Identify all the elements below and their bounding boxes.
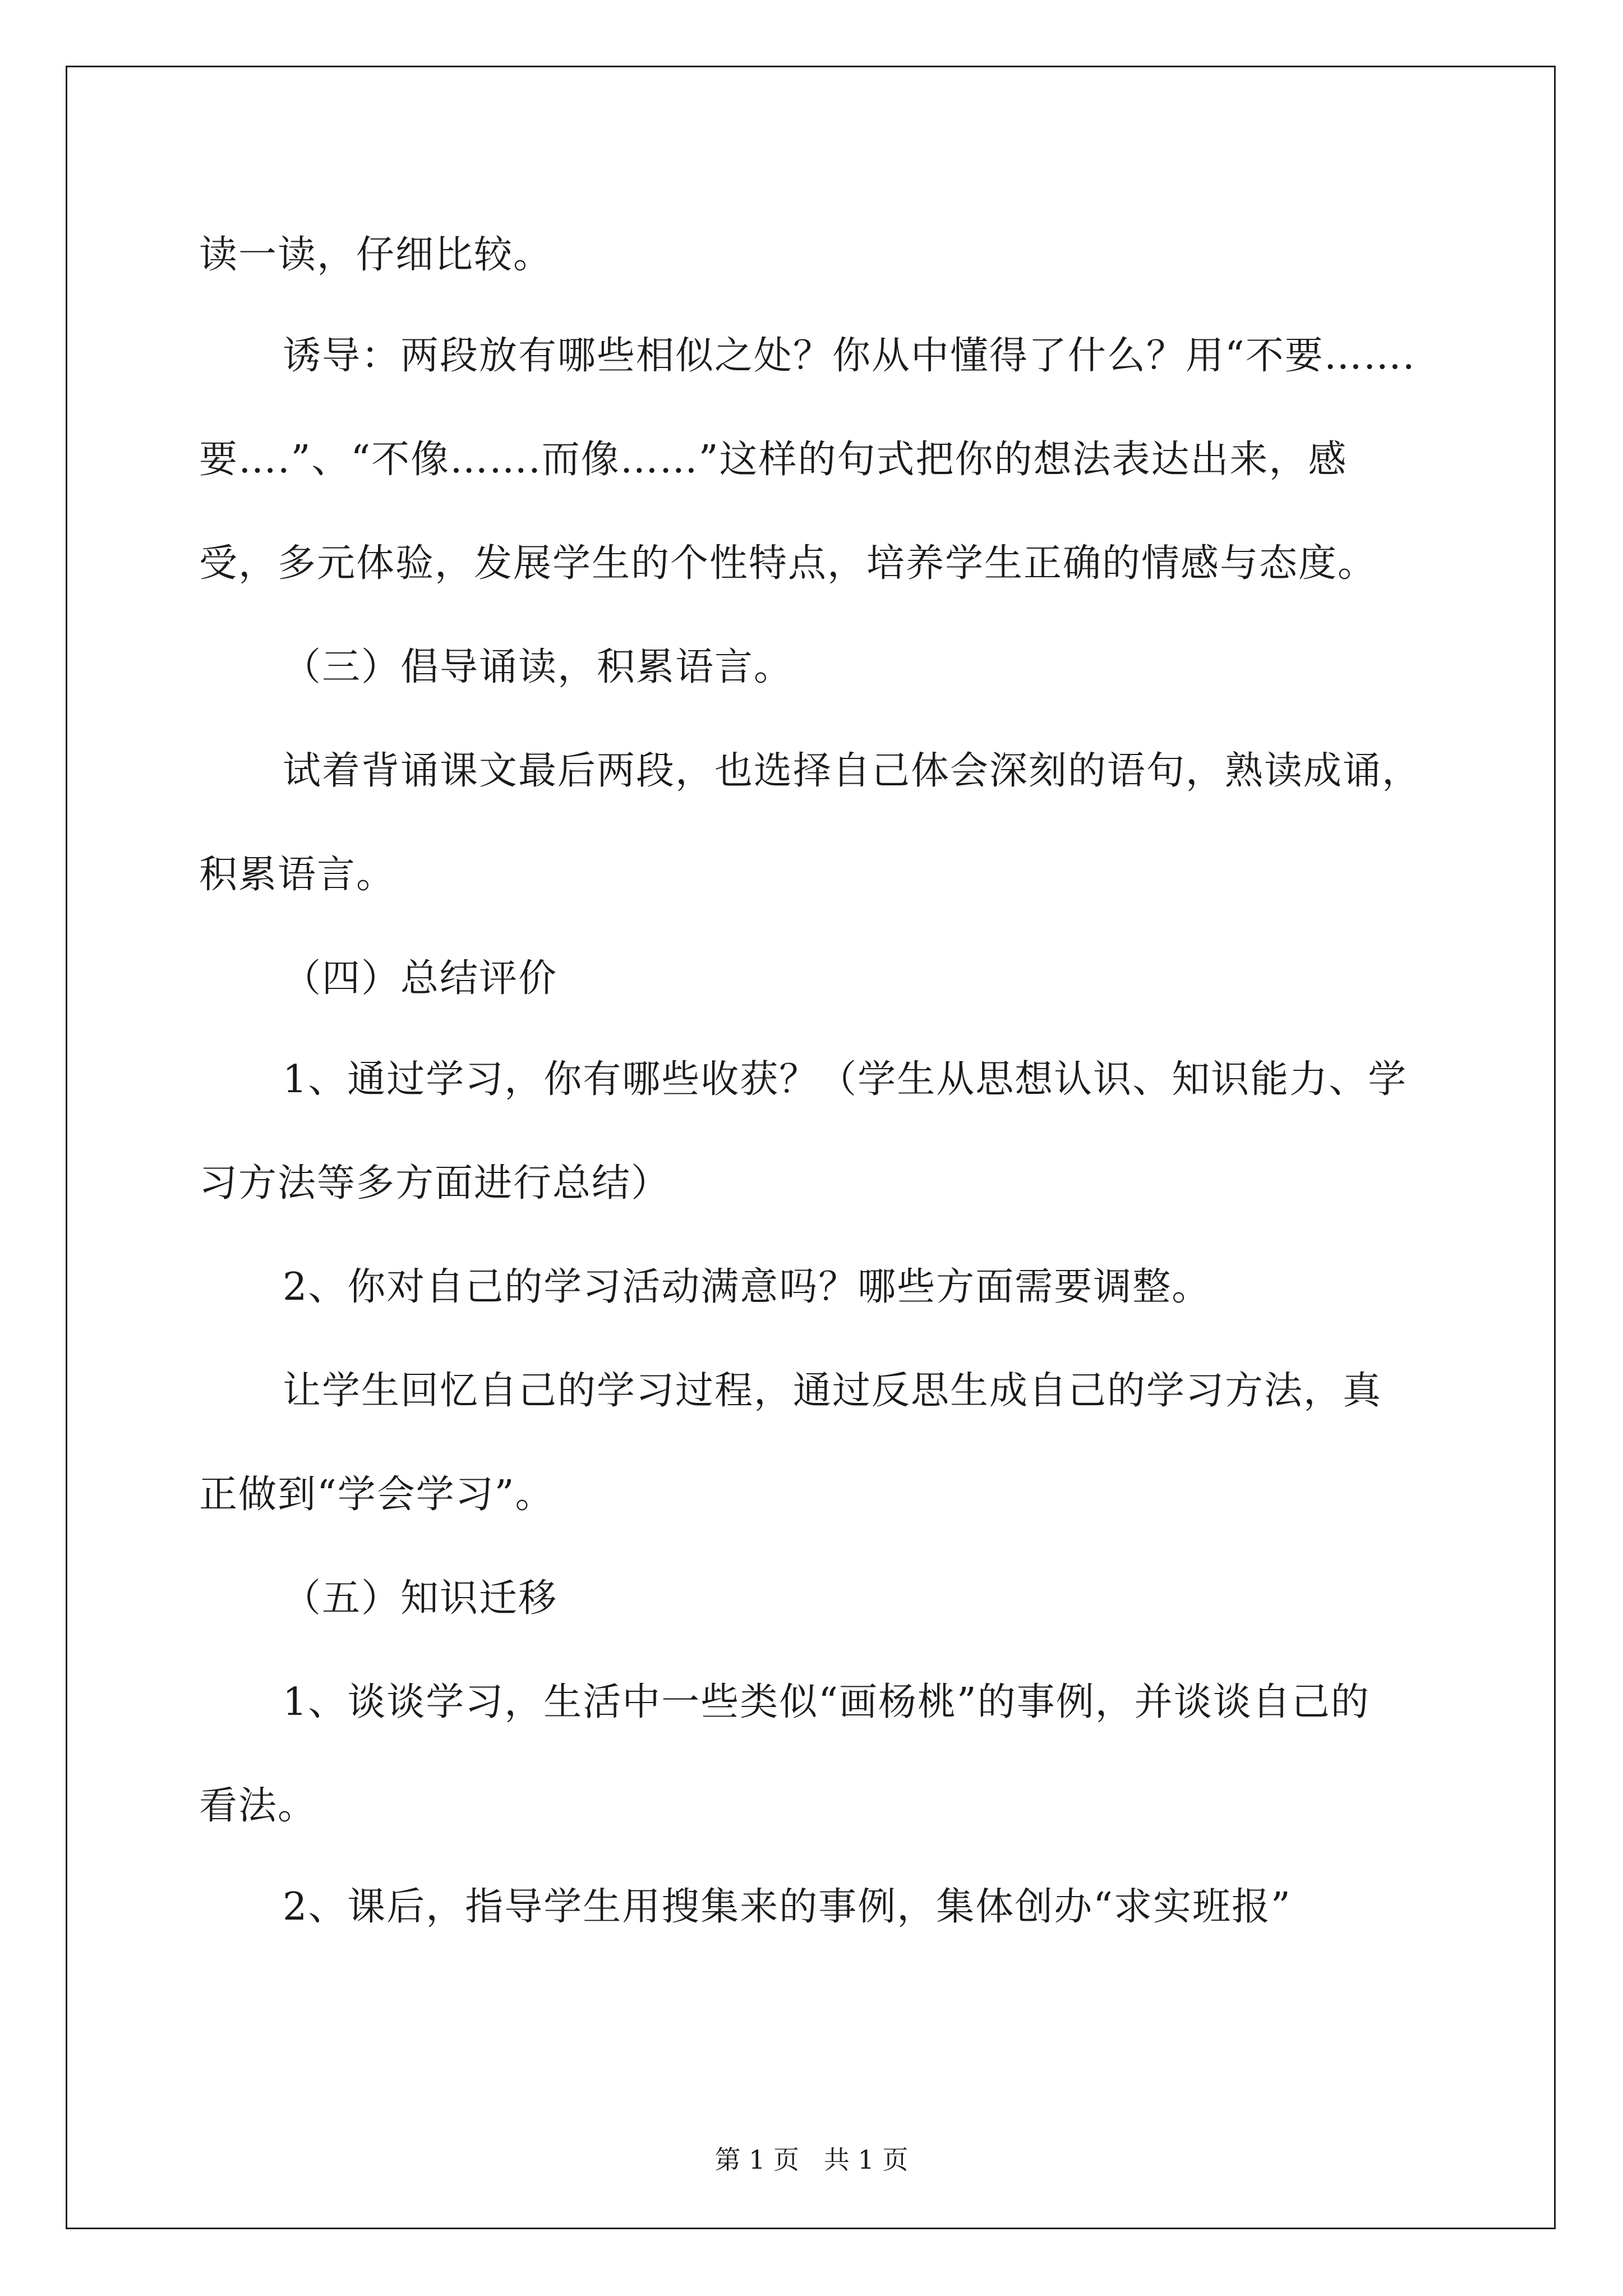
text-line: 2、你对自己的学习活动满意吗？哪些方面需要调整。 bbox=[283, 1265, 1211, 1309]
text-line: （四）总结评价 bbox=[283, 956, 558, 1001]
text-line: 1、谈谈学习，生活中一些类似“画杨桃”的事例，并谈谈自己的 bbox=[283, 1680, 1370, 1724]
text-line: 正做到“学会学习”。 bbox=[199, 1473, 555, 1517]
text-line: 1、通过学习，你有哪些收获？（学生从思想认识、知识能力、学 bbox=[283, 1057, 1408, 1102]
text-line: 让学生回忆自己的学习过程，通过反思生成自己的学习方法，真 bbox=[283, 1369, 1382, 1413]
text-line: 2、课后，指导学生用搜集来的事例，集体创办“求实班报” bbox=[283, 1885, 1292, 1929]
page-footer: 第 1 页 共 1 页 bbox=[714, 2145, 909, 2175]
text-line: 看法。 bbox=[199, 1784, 317, 1828]
text-line: 积累语言。 bbox=[199, 853, 396, 897]
text-line: 诱导：两段放有哪些相似之处？你从中懂得了什么？用“不要……. bbox=[283, 334, 1416, 378]
text-line: 读一读，仔细比较。 bbox=[199, 233, 553, 277]
text-line: 试着背诵课文最后两段，也选择自己体会深刻的语句，熟读成诵， bbox=[283, 749, 1422, 793]
text-line: 习方法等多方面进行总结） bbox=[199, 1161, 671, 1205]
text-line: 要….”、“不像…….而像……”这样的句式把你的想法表达出来，感 bbox=[199, 438, 1348, 482]
text-line: （五）知识迁移 bbox=[283, 1576, 558, 1621]
text-line: （三）倡导诵读，积累语言。 bbox=[283, 645, 794, 689]
text-line: 受，多元体验，发展学生的个性特点，培养学生正确的情感与态度。 bbox=[199, 541, 1377, 586]
